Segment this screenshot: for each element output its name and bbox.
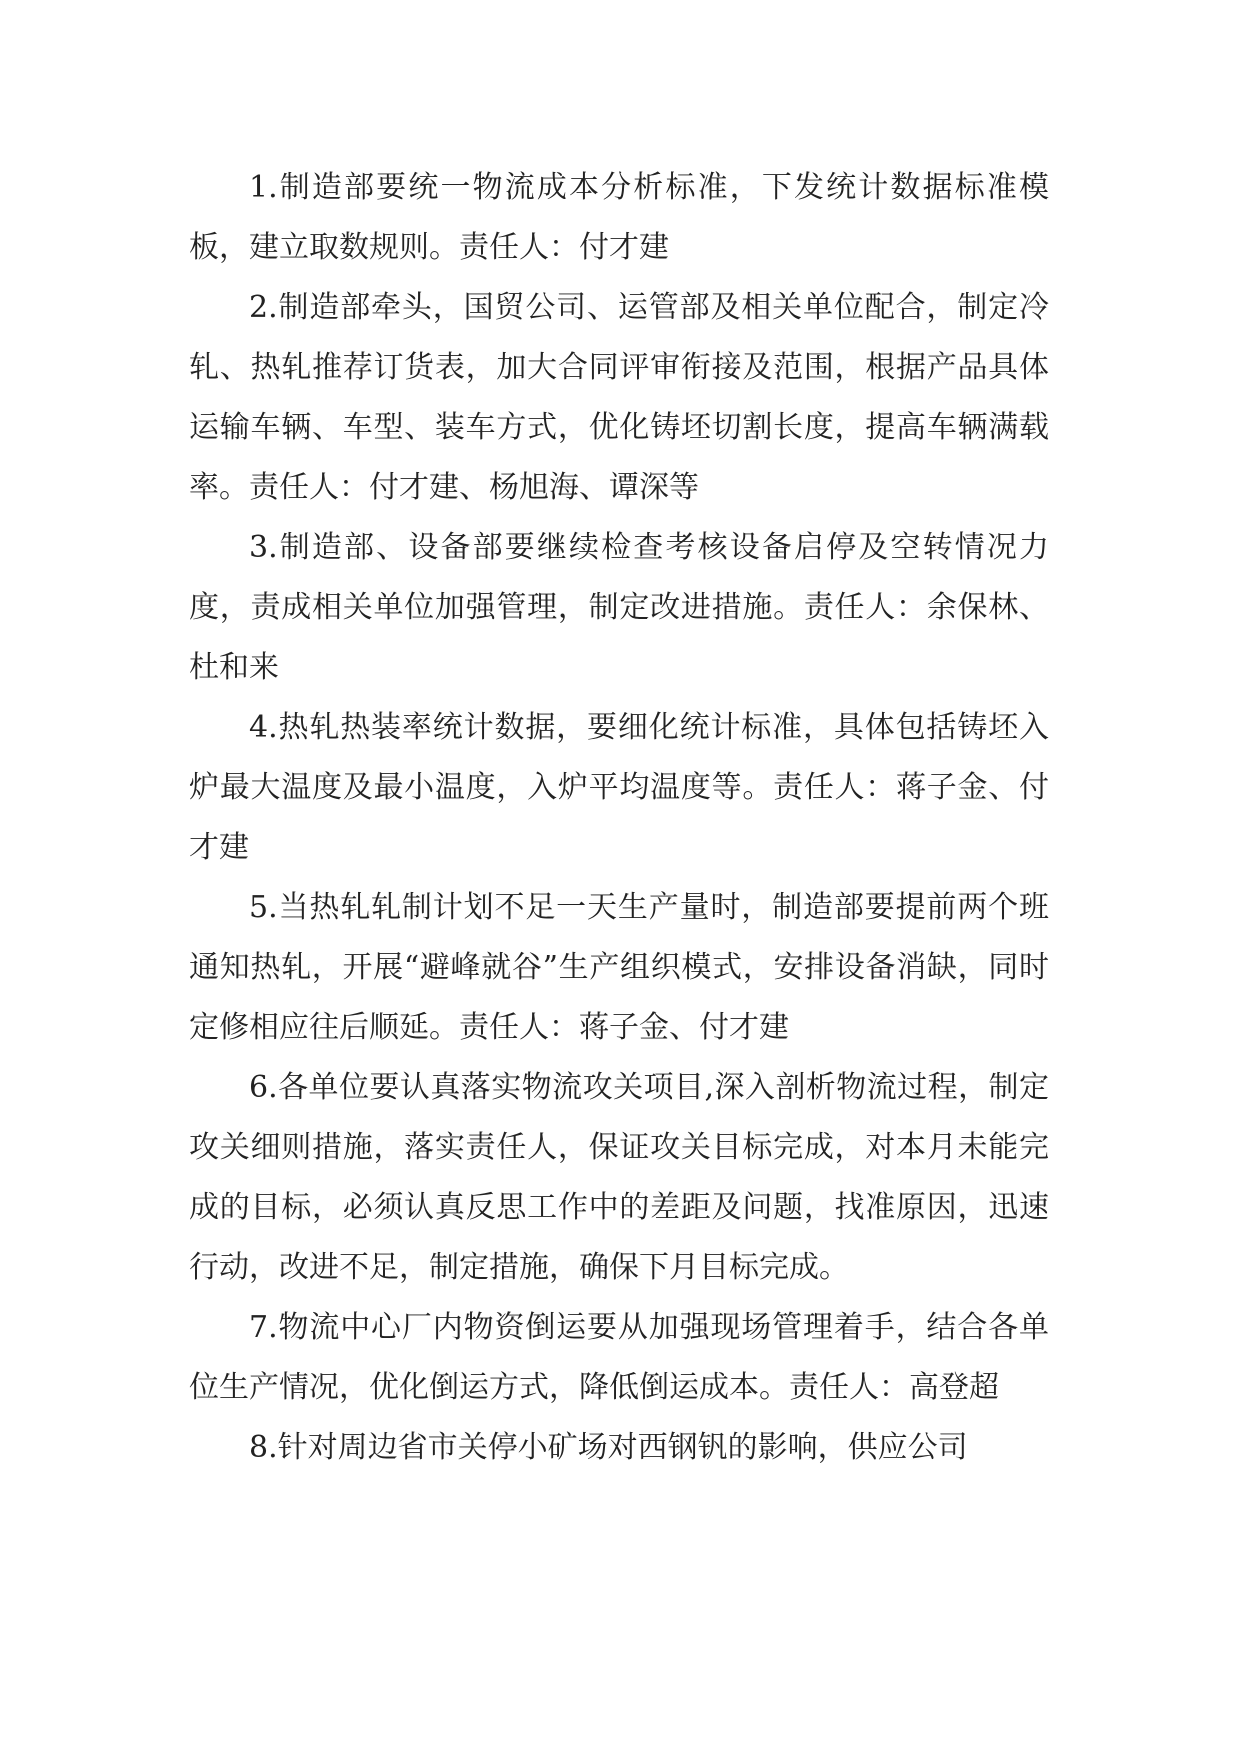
paragraph-1: 1.制造部要统一物流成本分析标准，下发统计数据标准模板，建立取数规则。责任人：付才建 xyxy=(189,170,1049,265)
paragraph-7: 7.物流中心厂内物资倒运要从加强现场管理着手，结合各单位生产情况，优化倒运方式，降低倒运成本。责任人：高登超 xyxy=(189,1310,1049,1405)
paragraph-4: 4.热轧热装率统计数据，要细化统计标准，具体包括铸坯入炉最大温度及最小温度，入炉平均温度等。责任人：蒋子金、付才建 xyxy=(189,710,1049,865)
document-body xyxy=(189,158,1049,1478)
paragraph-8: 8.针对周边省市关停小矿场对西钢钒的影响，供应公司 xyxy=(249,1430,968,1465)
paragraph-6: 6.各单位要认真落实物流攻关项目,深入剖析物流过程，制定攻关细则措施，落实责任人，保证攻关目标完成，对本月未能完成的目标，必须认真反思工作中的差距及问题，找准原因，迅速行动，改进不足，制定措施，确保下月目标完成。 xyxy=(189,1070,1049,1285)
paragraph-3: 3.制造部、设备部要继续检查考核设备启停及空转情况力度，责成相关单位加强管理，制定改进措施。责任人：余保林、杜和来 xyxy=(189,530,1049,685)
paragraph-5: 5.当热轧轧制计划不足一天生产量时，制造部要提前两个班通知热轧，开展“避峰就谷”生产组织模式，安排设备消缺，同时定修相应往后顺延。责任人：蒋子金、付才建 xyxy=(189,890,1049,1045)
paragraph-2: 2.制造部牵头，国贸公司、运管部及相关单位配合，制定冷轧、热轧推荐订货表，加大合同评审衔接及范围，根据产品具体运输车辆、车型、装车方式，优化铸坯切割长度，提高车辆满载率。责任人：付才建、杨旭海、谭深等 xyxy=(189,290,1049,505)
